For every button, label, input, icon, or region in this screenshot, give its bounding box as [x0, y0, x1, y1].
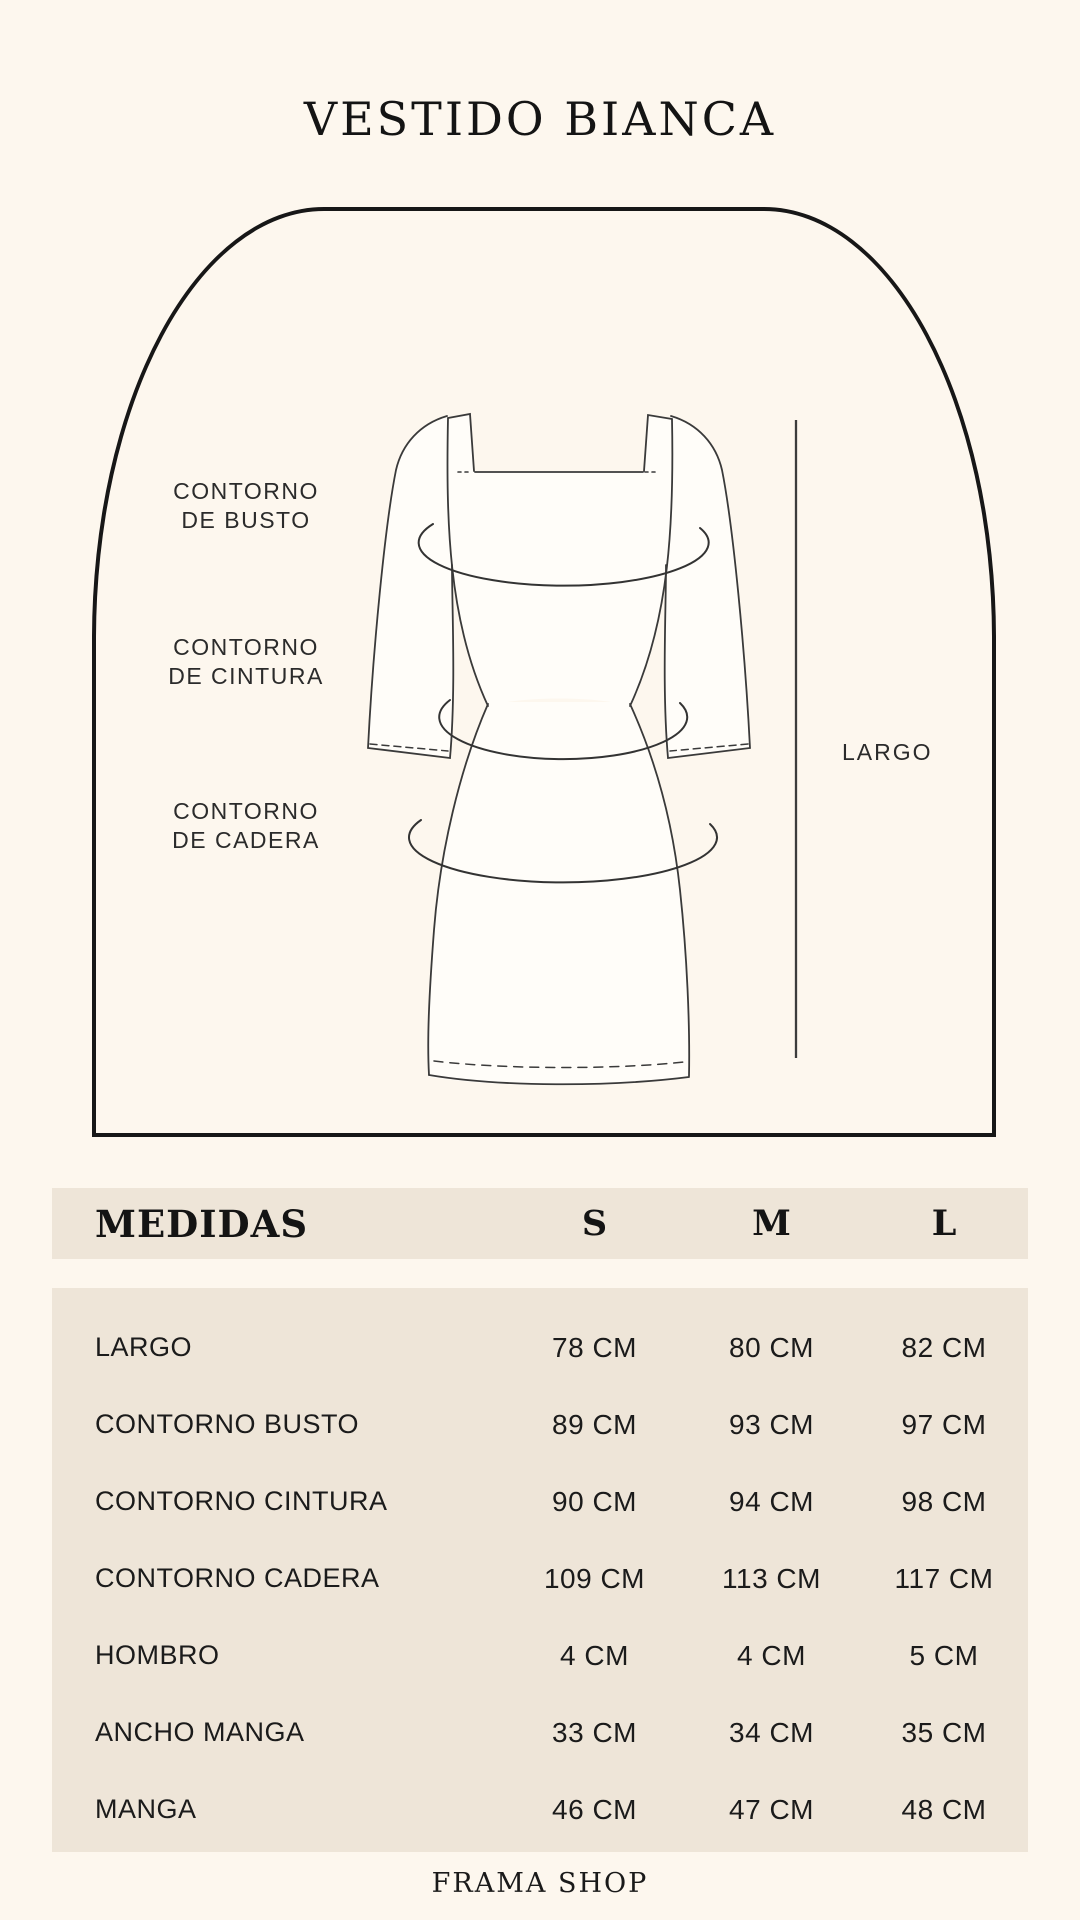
row-value-s: 90 CM [552, 1485, 637, 1517]
table-row [52, 1540, 1028, 1617]
row-value-l: 117 CM [894, 1562, 994, 1594]
row-value-m: 4 CM [737, 1639, 806, 1671]
table-row [52, 1463, 1028, 1540]
label-line: CONTORNO [173, 478, 319, 504]
row-value-s: 109 CM [543, 1562, 646, 1594]
size-table-header [52, 1188, 1028, 1259]
label-contorno-busto [116, 477, 376, 535]
row-value-l: 97 CM [901, 1408, 987, 1440]
row-value-m: 93 CM [729, 1408, 814, 1440]
table-header-size-s: S [581, 1203, 608, 1244]
row-value-m: 34 CM [729, 1716, 814, 1748]
row-value-s: 46 CM [552, 1793, 637, 1825]
row-value-l: 48 CM [901, 1793, 987, 1825]
table-row [52, 1386, 1028, 1463]
label-line: DE CINTURA [168, 663, 324, 689]
row-value-l: 82 CM [901, 1331, 987, 1363]
table-header-size-m: M [752, 1203, 791, 1244]
row-label: ANCHO MANGA [95, 1717, 305, 1747]
row-value-m: 47 CM [729, 1793, 814, 1825]
table-header-medidas: MEDIDAS [95, 1201, 309, 1246]
row-value-s: 4 CM [560, 1639, 629, 1671]
row-value-m: 80 CM [729, 1331, 814, 1363]
row-label: MANGA [95, 1794, 197, 1824]
row-label: CONTORNO BUSTO [95, 1409, 360, 1439]
row-value-m: 113 CM [722, 1562, 821, 1594]
label-largo: LARGO [842, 739, 933, 765]
row-value-l: 35 CM [901, 1716, 987, 1748]
row-value-l: 5 CM [909, 1639, 979, 1671]
row-value-m: 94 CM [729, 1485, 814, 1517]
table-header-size-l: L [931, 1203, 957, 1244]
table-row [52, 1771, 1028, 1848]
label-line: DE BUSTO [181, 507, 311, 533]
row-value-s: 89 CM [552, 1408, 637, 1440]
row-value-s: 33 CM [552, 1716, 637, 1748]
row-value-s: 78 CM [552, 1331, 637, 1363]
row-label: LARGO [95, 1332, 193, 1362]
size-table-body [52, 1288, 1028, 1852]
label-line: DE CADERA [172, 827, 320, 853]
label-contorno-cintura [116, 633, 376, 691]
row-label: CONTORNO CADERA [95, 1563, 380, 1593]
table-row [52, 1617, 1028, 1694]
dress-silhouette-fill [368, 414, 750, 1085]
label-contorno-cadera [116, 797, 376, 855]
label-line: CONTORNO [173, 634, 319, 660]
row-value-l: 98 CM [901, 1485, 987, 1517]
row-label: HOMBRO [95, 1640, 220, 1670]
shop-name: FRAMA SHOP [431, 1868, 649, 1899]
label-line: CONTORNO [173, 798, 319, 824]
page-title: VESTIDO BIANCA [303, 92, 777, 146]
table-row [52, 1309, 1028, 1386]
table-row [52, 1694, 1028, 1771]
row-label: CONTORNO CINTURA [95, 1486, 388, 1516]
dress-straps [448, 414, 672, 471]
